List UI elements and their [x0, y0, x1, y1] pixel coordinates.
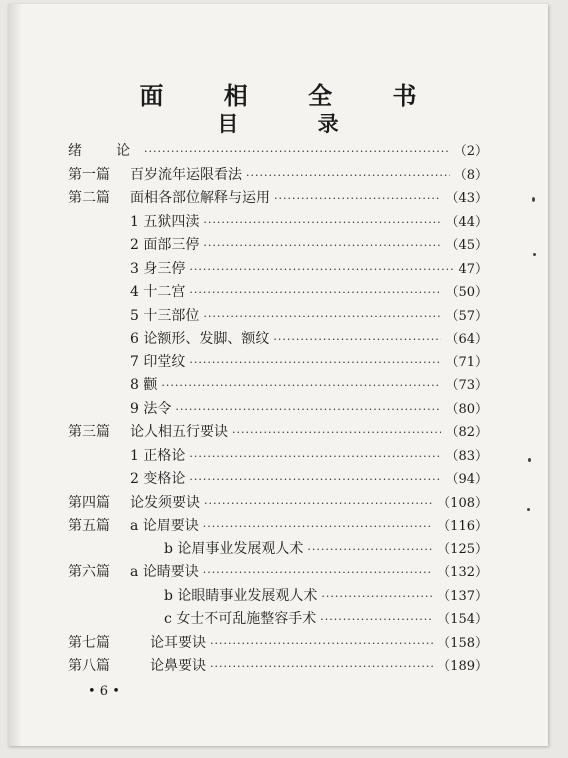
toc-page: （132）	[437, 565, 488, 580]
toc-page: （8）	[453, 168, 488, 183]
dot-leader	[189, 263, 454, 276]
toc-label: b 论眼睛事业发展观人术	[164, 588, 318, 604]
scan-speck	[533, 253, 536, 256]
book-title: 面 相 全 书	[139, 82, 443, 110]
toc-label: 3 身三停	[130, 261, 186, 277]
toc-entry	[130, 281, 488, 303]
toc-part: 第七篇	[68, 635, 110, 651]
toc-part: 第六篇	[68, 564, 110, 580]
dot-leader	[203, 566, 433, 579]
toc-entry	[130, 305, 488, 327]
toc-page: （94）	[445, 472, 488, 487]
dot-leader	[189, 356, 441, 369]
toc-page: （64）	[445, 332, 488, 347]
toc-label: 2 面部三停	[130, 237, 200, 253]
dot-leader	[203, 520, 433, 533]
toc-entry	[68, 561, 488, 583]
dot-leader	[161, 379, 441, 392]
toc-label: a 论眉要诀	[130, 518, 199, 534]
toc-entry	[130, 234, 488, 256]
toc-page: （45）	[445, 238, 488, 253]
toc-entry	[130, 351, 488, 373]
toc-label: 7 印堂纹	[130, 354, 186, 370]
toc-page: （43）	[445, 191, 488, 206]
dot-leader	[203, 216, 441, 229]
dot-leader	[246, 169, 450, 182]
toc-heading: 目 录	[217, 112, 375, 136]
toc-page: （2）	[453, 144, 488, 159]
toc-part: 第五篇	[68, 518, 110, 534]
toc-page: （82）	[445, 425, 488, 440]
toc-entry	[68, 187, 488, 209]
toc-entry	[130, 445, 488, 467]
dot-leader	[273, 333, 441, 346]
toc-page: （154）	[437, 612, 488, 627]
page-number: • 6 •	[88, 684, 120, 699]
toc-label: 面相各部位解释与运用	[130, 190, 270, 206]
toc-part: 第三篇	[68, 424, 110, 440]
toc-entry	[68, 164, 488, 186]
toc-label: 论发须要诀	[130, 495, 200, 511]
toc-entry	[130, 328, 488, 350]
toc-part: 第四篇	[68, 495, 110, 511]
dot-leader	[189, 450, 441, 463]
toc-page: （158）	[437, 636, 488, 651]
toc-entry	[68, 421, 488, 443]
toc-label: 6 论额形、发脚、额纹	[130, 331, 270, 347]
toc-page: （108）	[437, 496, 488, 511]
toc-entry	[68, 655, 488, 677]
toc-page: （80）	[445, 402, 488, 417]
toc-page: （57）	[445, 309, 488, 324]
toc-entry	[130, 258, 488, 280]
dot-leader	[175, 403, 441, 416]
toc-entry	[68, 632, 488, 654]
toc-entry	[130, 374, 488, 396]
dot-leader	[203, 310, 441, 323]
dot-leader	[144, 145, 450, 158]
toc-label: 5 十三部位	[130, 308, 200, 324]
toc-entry	[130, 468, 488, 490]
scan-speck	[528, 458, 531, 462]
toc-part: 第一篇	[68, 167, 110, 183]
dot-leader	[203, 239, 441, 252]
toc-label: b 论眉事业发展观人术	[164, 541, 304, 557]
toc-entry	[130, 398, 488, 420]
toc-part: 第二篇	[68, 190, 110, 206]
toc-page: （137）	[437, 589, 488, 604]
toc-label: 百岁流年运限看法	[130, 167, 242, 183]
toc-label: 1 五狱四渎	[130, 214, 200, 230]
dot-leader	[189, 473, 441, 486]
toc-entry	[164, 585, 488, 607]
toc-page: （73）	[445, 378, 488, 393]
toc-label: 1 正格论	[130, 448, 186, 464]
toc-label: 4 十二宫	[130, 284, 186, 300]
toc-label: a 论睛要诀	[130, 564, 199, 580]
dot-leader	[189, 286, 441, 299]
toc-page: （44）	[445, 215, 488, 230]
toc-page: （71）	[445, 355, 488, 370]
toc-page: （83）	[445, 449, 488, 464]
scan-speck	[527, 508, 530, 511]
table-of-contents	[8, 4, 548, 746]
toc-entry	[68, 492, 488, 514]
scan-speck	[532, 197, 535, 202]
dot-leader	[210, 660, 433, 673]
toc-page: （125）	[437, 542, 488, 557]
toc-label: c 女士不可乱施整容手术	[164, 611, 317, 627]
toc-part: 第八篇	[68, 658, 110, 674]
toc-entry	[130, 211, 488, 233]
toc-label: 9 法令	[130, 401, 172, 417]
toc-entry	[68, 515, 488, 537]
toc-label: 8 颧	[130, 377, 158, 393]
toc-label: 绪 论	[68, 143, 140, 159]
toc-entry	[164, 608, 488, 630]
toc-label: 2 变格论	[130, 471, 186, 487]
book-page	[8, 4, 548, 746]
toc-page: （189）	[437, 659, 488, 674]
toc-label: 论耳要诀	[150, 635, 206, 651]
toc-entry	[68, 140, 488, 162]
dot-leader	[274, 192, 441, 205]
toc-page: 47）	[458, 262, 488, 277]
toc-page: （116）	[437, 519, 488, 534]
dot-leader	[320, 613, 433, 626]
dot-leader	[321, 590, 433, 603]
dot-leader	[210, 637, 433, 650]
toc-label: 论人相五行要诀	[130, 424, 228, 440]
dot-leader	[204, 497, 433, 510]
toc-entry	[164, 538, 488, 560]
toc-label: 论鼻要诀	[150, 658, 206, 674]
toc-page: （50）	[445, 285, 488, 300]
dot-leader	[307, 543, 433, 556]
dot-leader	[232, 426, 441, 439]
